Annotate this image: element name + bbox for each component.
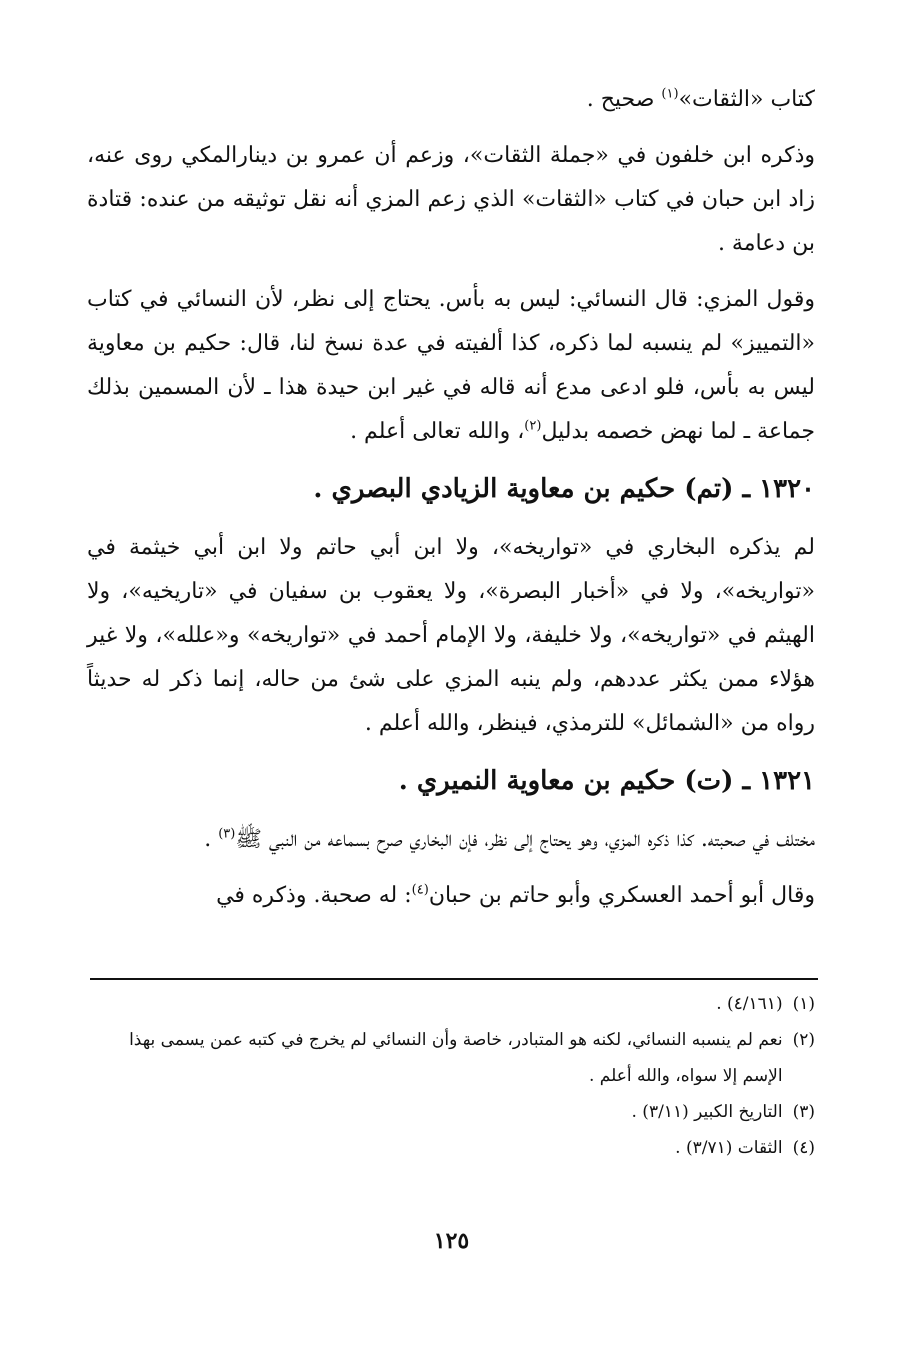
paragraph-6	[87, 874, 815, 918]
paragraph-5-text: مختلف في صحبته. كذا ذكره المزي، وهو يحتاج إلى نظر، فإن البخاري صرح بسماعه من النبي ﷺ	[235, 827, 815, 852]
paragraph-5	[87, 818, 815, 862]
paragraph-1-end: صحيح .	[586, 87, 662, 112]
footnote-number: (٤)	[792, 1138, 815, 1158]
footnote-divider	[90, 978, 818, 980]
footnote-number: (٢)	[792, 1030, 815, 1050]
footnote-4	[87, 1130, 815, 1166]
footnote-ref-4: (٤)	[411, 882, 429, 898]
page-number: ١٢٥	[433, 1228, 470, 1254]
paragraph-2: وذكره ابن خلفون في «جملة الثقات»، وزعم أن عمرو بن دينارالمكي روى عنه، زاد ابن حبان في كتاب «الثقات» الذي زعم المزي أنه نقل توثيقه من عنده: قتادة بن دعامة .	[87, 143, 815, 256]
footnote-ref-1: (١)	[661, 86, 679, 102]
paragraph-3-end: ، والله تعالى أعلم .	[350, 419, 525, 444]
footnote-text: التاريخ الكبير (٣/١١) .	[631, 1102, 783, 1122]
footnote-text: نعم لم ينسبه النسائي، لكنه هو المتبادر، خاصة وأن النسائي لم يخرج في كتبه عمن يسمى بهذا الإسم إلا سواه، والله أعلم .	[129, 1030, 783, 1086]
paragraph-1-text: كتاب «الثقات»	[678, 87, 815, 112]
paragraph-5-end: .	[204, 827, 219, 852]
footnote-text: الثقات (٣/٧١) .	[675, 1138, 783, 1158]
footnote-number: (٣)	[792, 1102, 815, 1122]
footnote-2	[87, 1022, 815, 1094]
footnotes	[87, 986, 815, 1166]
paragraph-4: لم يذكره البخاري في «تواريخه»، ولا ابن أبي حاتم ولا ابن أبي خيثمة في «تواريخه»، ولا في «أخبار البصرة»، ولا يعقوب بن سفيان في «تاريخيه»، ولا الهيثم في «تواريخه»، ولا خليفة، ولا الإمام أحمد في «تواريخه» و«علله»، ولا غير هؤلاء ممن يكثر عددهم، ولم ينبه المزي على شئ من حاله، إنما ذكر له حديثاً رواه من «الشمائل» للترمذي، فينظر، والله أعلم .	[87, 535, 815, 736]
footnote-ref-3: (٣)	[218, 826, 236, 842]
paragraph-6-end: : له صحبة. وذكره في	[216, 883, 412, 908]
paragraph-3	[87, 278, 815, 454]
entry-heading-1320: ١٣٢٠ ـ (تم) حكيم بن معاوية الزيادي البصري .	[313, 474, 815, 504]
entry-heading-1321: ١٣٢١ ـ (ت) حكيم بن معاوية النميري .	[398, 766, 815, 796]
footnote-text: (٤/١٦١) .	[716, 994, 783, 1014]
footnote-ref-2: (٢)	[524, 418, 542, 434]
paragraph-3-text: وقول المزي: قال النسائي: ليس به بأس. يحتاج إلى نظر، لأن النسائي في كتاب «التمييز» لم ينسبه لما ذكره، كذا ألفيته في عدة نسخ لنا، قال: حكيم بن معاوية ليس به بأس، فلو ادعى مدع أنه قاله في غير ابن حيدة هذا ـ لأن المسمين بذلك جماعة ـ لما نهض خصمه بدليل	[87, 287, 815, 444]
footnote-number: (١)	[792, 994, 815, 1014]
footnote-3	[87, 1094, 815, 1130]
footnote-1	[87, 986, 815, 1022]
paragraph-6-text: وقال أبو أحمد العسكري وأبو حاتم بن حبان	[428, 883, 815, 908]
main-text	[87, 78, 815, 930]
paragraph-1	[87, 78, 815, 122]
